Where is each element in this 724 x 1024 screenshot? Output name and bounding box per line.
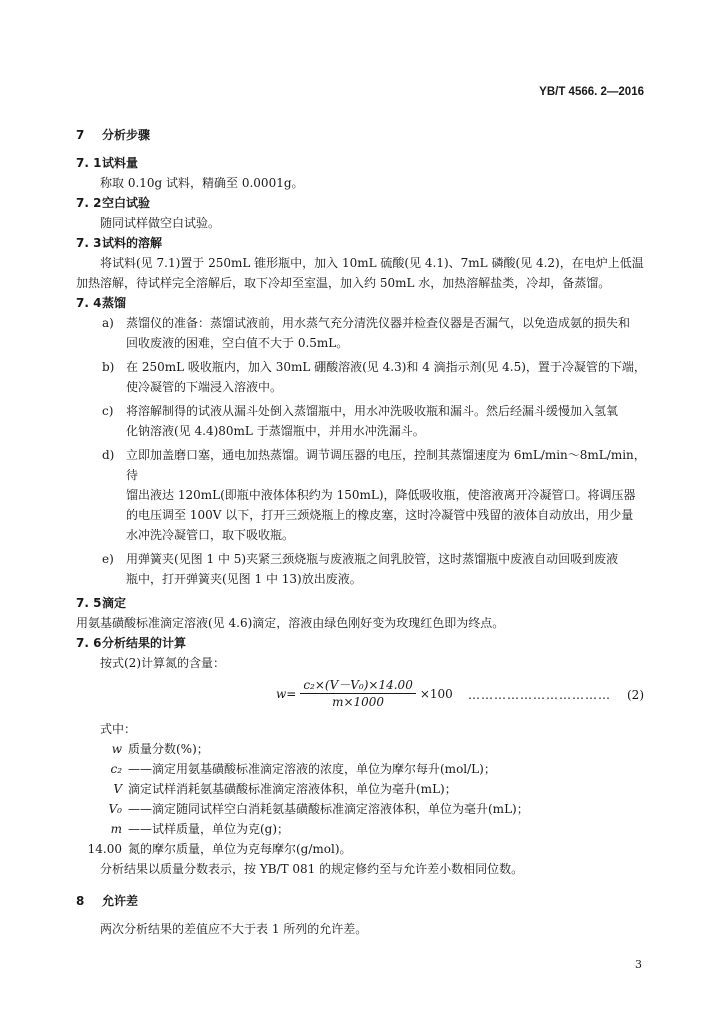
section-title: 允许差 bbox=[102, 894, 139, 908]
list-marker: e) bbox=[102, 552, 114, 566]
variable-symbol: m bbox=[110, 822, 122, 836]
page-number: 3 bbox=[635, 958, 642, 971]
section-number: 7. 4 bbox=[76, 296, 102, 310]
variable-definition bbox=[76, 839, 646, 859]
list-item bbox=[76, 445, 646, 545]
variable-description: 质量分数(%)； bbox=[128, 742, 209, 756]
section-7-1-heading bbox=[76, 153, 646, 173]
variable-definition bbox=[76, 739, 646, 759]
section-8-heading bbox=[76, 891, 646, 911]
variable-description: 氮的摩尔质量，单位为克每摩尔(g/mol)。 bbox=[128, 842, 352, 856]
list-item-line: 化钠溶液(见 4.4)80mL 于蒸馏瓶中，并用水冲洗漏斗。 bbox=[126, 424, 425, 438]
list-item bbox=[76, 401, 646, 441]
variable-description: 滴定试样消耗氨基磺酸标准滴定溶液体积，单位为毫升(mL)； bbox=[128, 782, 457, 796]
section-7-heading bbox=[76, 125, 646, 145]
variable-definition bbox=[76, 759, 646, 779]
variable-symbol: c₂ bbox=[110, 762, 122, 776]
variable-symbol: V₀ bbox=[108, 802, 122, 816]
section-7-6-heading bbox=[76, 633, 646, 653]
section-7-4-heading bbox=[76, 293, 646, 313]
formula-denominator: m×1000 bbox=[332, 695, 385, 709]
formula-block bbox=[76, 675, 646, 715]
section-number: 7. 3 bbox=[76, 236, 102, 250]
section-number: 7. 1 bbox=[76, 156, 102, 170]
section-title: 蒸馏 bbox=[102, 296, 127, 310]
list-marker: b) bbox=[102, 360, 115, 374]
list-item-line: 瓶中，打开弹簧夹(见图 1 中 13)放出废液。 bbox=[126, 572, 362, 586]
section-7-2-heading bbox=[76, 193, 646, 213]
formula-intro: 按式(2)计算氮的含量： bbox=[100, 656, 225, 670]
list-item-line: 将溶解制得的试液从漏斗处倒入蒸馏瓶中，用水冲洗吸收瓶和漏斗。然后经漏斗缓慢加入氢氧 bbox=[126, 404, 619, 418]
section-number: 7. 5 bbox=[76, 596, 102, 610]
list-item-line: 在 250mL 吸收瓶内，加入 30mL 硼酸溶液(见 4.3)和 4 滴指示剂(见 4.5)，置于冷凝管的下端， bbox=[126, 360, 646, 374]
formula bbox=[276, 677, 453, 710]
section-number: 7 bbox=[76, 128, 85, 142]
document-body bbox=[76, 125, 646, 939]
variable-description: ——试样质量，单位为克(g)； bbox=[128, 822, 290, 836]
section-8-text: 两次分析结果的差值应不大于表 1 所列的允许差。 bbox=[100, 922, 368, 936]
list-item-line: 使冷凝管的下端浸入溶液中。 bbox=[126, 380, 283, 394]
variable-description: ——滴定用氨基磺酸标准滴定溶液的浓度，单位为摩尔每升(mol/L)； bbox=[128, 762, 496, 776]
list-item bbox=[76, 313, 646, 353]
list-marker: c) bbox=[102, 404, 114, 418]
section-title: 分析结果的计算 bbox=[102, 636, 187, 650]
section-7-5-text: 用氨基磺酸标准滴定溶液(见 4.6)滴定，溶液由绿色刚好变为玫瑰红色即为终点。 bbox=[76, 616, 505, 630]
list-item-line: 用弹簧夹(见图 1 中 5)夹紧三颈烧瓶与废液瓶之间乳胶管，这时蒸馏瓶中废液自动回吸到废液 bbox=[126, 552, 619, 566]
variable-symbol: 14.00 bbox=[87, 842, 122, 856]
where-label: 式中： bbox=[100, 722, 137, 736]
variable-symbol: V bbox=[113, 782, 122, 796]
list-item-line: 馏出液达 120mL(即瓶中液体体积约为 150mL)，降低吸收瓶，使溶液离开冷凝管口。将调压器 bbox=[126, 488, 636, 502]
list-item-line: 立即加盖磨口塞，通电加热蒸馏。调节调压器的电压，控制其蒸馏速度为 6mL/min～8mL/min，待 bbox=[126, 448, 646, 482]
section-7-3-text-line: 加热溶解，待试样完全溶解后，取下冷却至室温，加入约 50mL 水，加热溶解盐类，冷却，备蒸馏。 bbox=[76, 276, 611, 290]
list-marker: a) bbox=[102, 316, 114, 330]
formula-factor: ×100 bbox=[419, 686, 453, 701]
formula-fraction bbox=[300, 677, 416, 710]
list-marker: d) bbox=[102, 448, 115, 462]
list-item-line: 水冲洗冷凝管口，取下吸收瓶。 bbox=[126, 528, 295, 542]
section-number: 7. 6 bbox=[76, 636, 102, 650]
section-title: 空白试验 bbox=[102, 196, 151, 210]
variable-definition bbox=[76, 799, 646, 819]
section-number: 7. 2 bbox=[76, 196, 102, 210]
section-title: 分析步骤 bbox=[102, 128, 151, 142]
list-item-line: 回收废液的困难，空白值不大于 0.5mL。 bbox=[126, 336, 349, 350]
variable-description: ——滴定随同试样空白消耗氨基磺酸标准滴定溶液体积，单位为毫升(mL)； bbox=[128, 802, 529, 816]
formula-numerator: c₂×(V－V₀)×14.00 bbox=[300, 677, 416, 694]
formula-lhs: w= bbox=[276, 686, 297, 701]
section-7-3-heading bbox=[76, 233, 646, 253]
variable-definition bbox=[76, 779, 646, 799]
section-title: 滴定 bbox=[102, 596, 127, 610]
section-title: 试料的溶解 bbox=[102, 236, 163, 250]
section-7-5-heading bbox=[76, 593, 646, 613]
leader-dots: …………………………… bbox=[468, 688, 611, 702]
list-item bbox=[76, 549, 646, 589]
section-7-2-text: 随同试样做空白试验。 bbox=[100, 216, 221, 230]
variable-definition bbox=[76, 819, 646, 839]
document-code: YB/T 4566. 2—2016 bbox=[539, 86, 644, 98]
list-item-line: 的电压调至 100V 以下，打开三颈烧瓶上的橡皮塞，这时冷凝管中残留的液体自动放出，用少量 bbox=[126, 508, 634, 522]
result-rule-text: 分析结果以质量分数表示，按 YB/T 081 的规定修约至与允许差小数相同位数。 bbox=[100, 862, 524, 876]
section-7-1-text: 称取 0.10g 试料，精确至 0.0001g。 bbox=[100, 176, 304, 190]
list-item bbox=[76, 357, 646, 397]
section-title: 试料量 bbox=[102, 156, 139, 170]
list-item-line: 蒸馏仪的准备：蒸馏试液前，用水蒸气充分清洗仪器并检查仪器是否漏气，以免造成氨的损失和 bbox=[126, 316, 631, 330]
section-number: 8 bbox=[76, 894, 85, 908]
variable-symbol: w bbox=[111, 742, 122, 756]
equation-number: (2) bbox=[627, 688, 644, 702]
section-7-3-text-line: 将试料(见 7.1)置于 250mL 锥形瓶中，加入 10mL 硫酸(见 4.1)、7mL 磷酸(见 4.2)，在电炉上低温 bbox=[100, 256, 644, 270]
